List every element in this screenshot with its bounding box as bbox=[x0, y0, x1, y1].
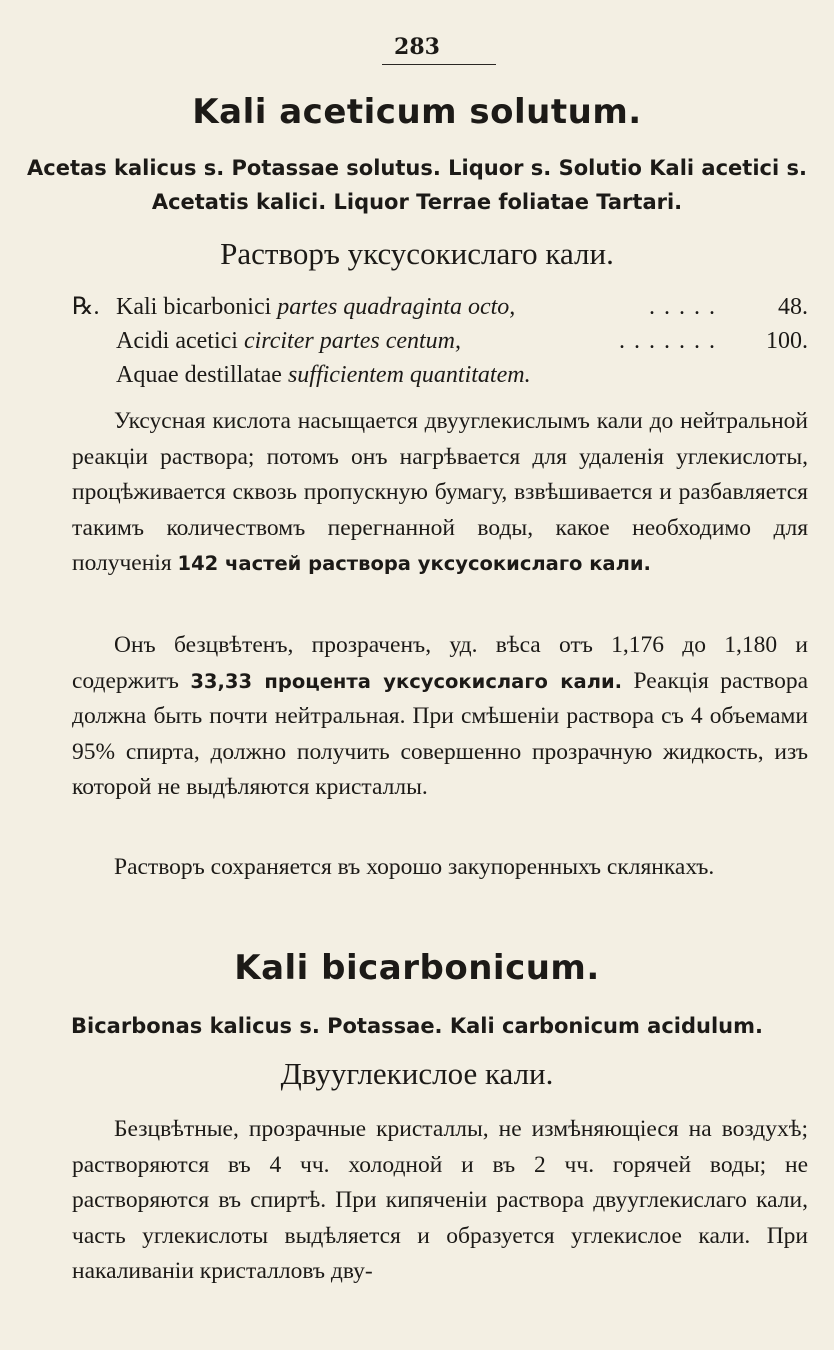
ingredient-amount: 100. bbox=[766, 328, 808, 354]
ingredient-name: Kali bicarbonici bbox=[116, 294, 278, 320]
section-title-kali-bicarbonicum: Kali bicarbonicum. bbox=[234, 948, 600, 988]
leader-dots: ..... bbox=[649, 294, 724, 320]
emphasis-text: 33,33 процента уксусокислаго кали. bbox=[190, 669, 623, 693]
ingredient-name: Acidi acetici bbox=[116, 328, 244, 354]
paragraph-text: Растворъ сохраняется въ хорошо закупоренныхъ склянкахъ. bbox=[114, 854, 715, 880]
emphasis-text: 142 частей раствора уксусокислаго кали. bbox=[177, 552, 651, 575]
latin-synonyms-line-1: Acetas kalicus s. Potassae solutus. Liquor s. Solutio Kali acetici s. bbox=[27, 156, 807, 180]
ingredient bbox=[116, 324, 461, 358]
paragraph-text: Онъ безцвѣтенъ, прозраченъ, уд. вѣса отъ 1,176 до 1,180 и содержитъ bbox=[72, 632, 808, 694]
paragraph-text: Уксусная кислота насыщается двууглекислымъ кали до нейтральной реакціи раствора; потомъ онъ нагрѣвается для удаленія углекислоты, процѣживается сквозь пропускную бумагу, взвѣшивается и разбавляется такимъ количествомъ перегнанной воды, какое необходимо для полученія bbox=[72, 408, 808, 576]
paragraph-text: Безцвѣтные, прозрачные кристаллы, не измѣняющіеся на воздухѣ; растворяются въ 4 чч. холодной и въ 2 чч. горячей воды; не растворяются въ спиртѣ. При кипяченіи раствора двууглекислаго кали, часть углекислоты выдѣляется и образуется углекислое кали. При накаливаніи кристалловъ дву- bbox=[72, 1116, 808, 1284]
section-title-kali-aceticum: Kali aceticum solutum. bbox=[192, 92, 642, 132]
ingredient bbox=[116, 358, 531, 392]
russian-title-2: Двууглекислое кали. bbox=[280, 1056, 554, 1091]
recipe bbox=[72, 290, 808, 392]
paragraph-preparation bbox=[72, 404, 808, 582]
ingredient-amount: 48. bbox=[778, 294, 808, 320]
ingredient-quantity: sufficientem quantitatem. bbox=[287, 362, 531, 388]
recipe-sign: ℞. bbox=[72, 294, 100, 320]
latin-synonyms-line-2: Acetatis kalici. Liquor Terrae foliatae Tartari. bbox=[151, 190, 683, 214]
ingredient bbox=[116, 290, 515, 324]
paragraph-storage bbox=[72, 850, 808, 886]
recipe-row bbox=[72, 324, 808, 358]
latin-synonyms-line: Bicarbonas kalicus s. Potassae. Kali carbonicum acidulum. bbox=[71, 1014, 763, 1038]
recipe-row bbox=[72, 358, 808, 392]
recipe-row bbox=[72, 290, 808, 324]
russian-title-1: Растворъ уксусокислаго кали. bbox=[220, 236, 614, 271]
leader-dots: ....... bbox=[619, 328, 724, 354]
page-number: 283 bbox=[394, 34, 440, 60]
ingredient-name: Aquae destillatae bbox=[116, 362, 288, 388]
paragraph-description bbox=[72, 1112, 808, 1290]
ingredient-quantity: circiter partes centum, bbox=[243, 328, 461, 354]
ingredient-quantity: partes quadraginta octo, bbox=[277, 294, 516, 320]
paragraph-text: Реакція раствора должна быть почти нейтральная. При смѣшеніи раствора съ 4 объемами 95% спирта, должно получить совершенно прозрачную жидкость, изъ которой не выдѣляются кристаллы. bbox=[72, 667, 809, 800]
page-number-rule bbox=[382, 64, 496, 65]
paragraph-properties bbox=[72, 628, 808, 806]
